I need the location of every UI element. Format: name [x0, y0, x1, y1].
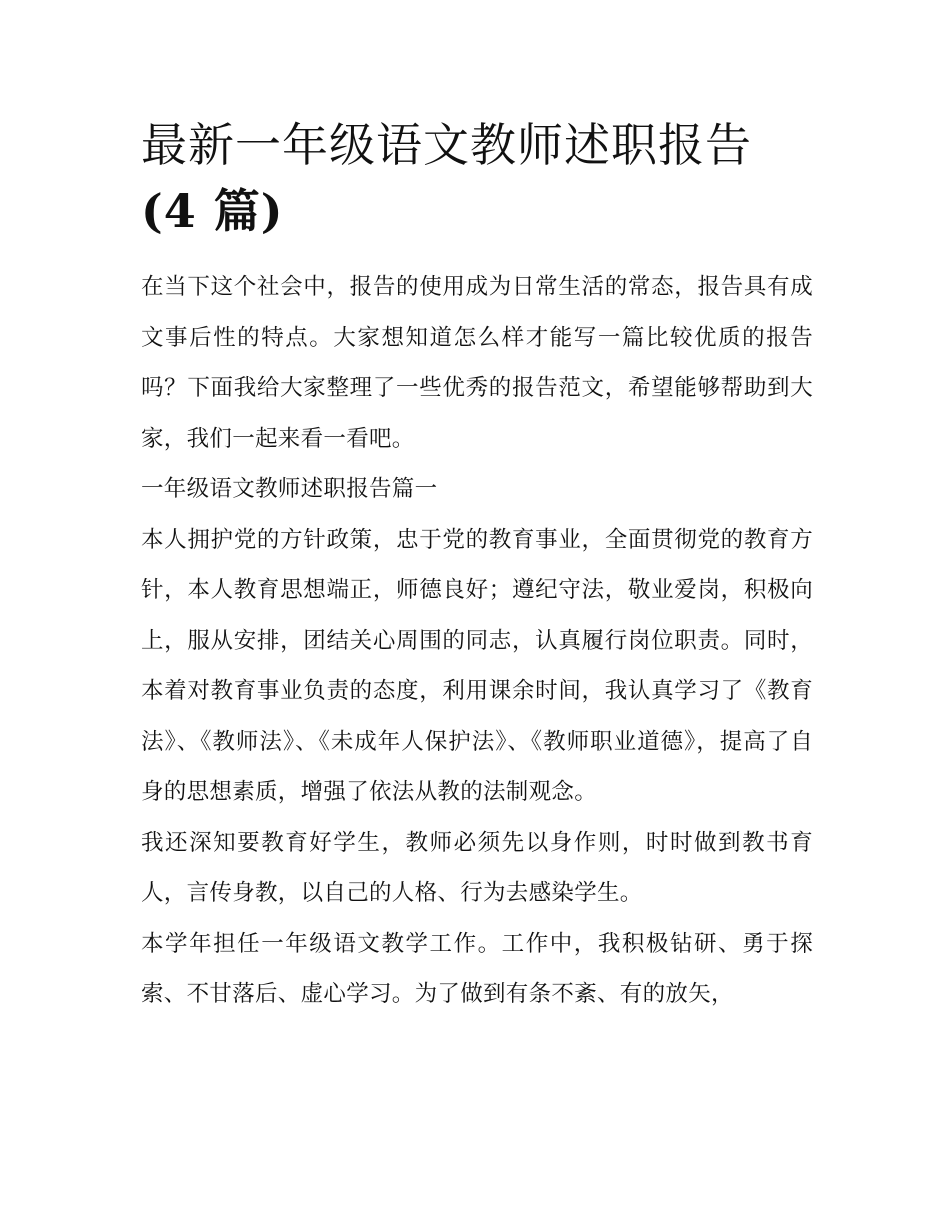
section-heading: 一年级语文教师述职报告篇一: [141, 476, 438, 502]
document-title: [141, 112, 813, 244]
body-paragraph-3: 本学年担任一年级语文教学工作。工作中，我积极钻研、勇于探索、不甘落后、虚心学习。为了做到有条不紊、有的放矢，: [141, 930, 813, 1007]
intro-paragraph: 在当下这个社会中，报告的使用成为日常生活的常态，报告具有成文事后性的特点。大家想知道怎么样才能写一篇比较优质的报告吗？下面我给大家整理了一些优秀的报告范文，希望能够帮助到大家，我们一起来看一看吧。: [141, 274, 813, 452]
body-paragraph-1: 本人拥护党的方针政策，忠于党的教育事业，全面贯彻党的教育方针，本人教育思想端正，师德良好；遵纪守法，敬业爱岗，积极向上，服从安排，团结关心周围的同志，认真履行岗位职责。同时，本着对教育事业负责的态度，利用课余时间，我认真学习了《教育法》、《教师法》、《未成年人保护法》、《教师职业道德》，提高了自身的思想素质，增强了依法从教的法制观念。: [141, 526, 813, 805]
document-page: [141, 112, 813, 1020]
title-line-2: (4 篇): [141, 184, 284, 238]
title-line-1: 最新一年级语文教师述职报告: [141, 118, 752, 172]
body-paragraph-2: 我还深知要教育好学生，教师必须先以身作则，时时做到教书育人，言传身教，以自己的人格、行为去感染学生。: [141, 829, 813, 906]
